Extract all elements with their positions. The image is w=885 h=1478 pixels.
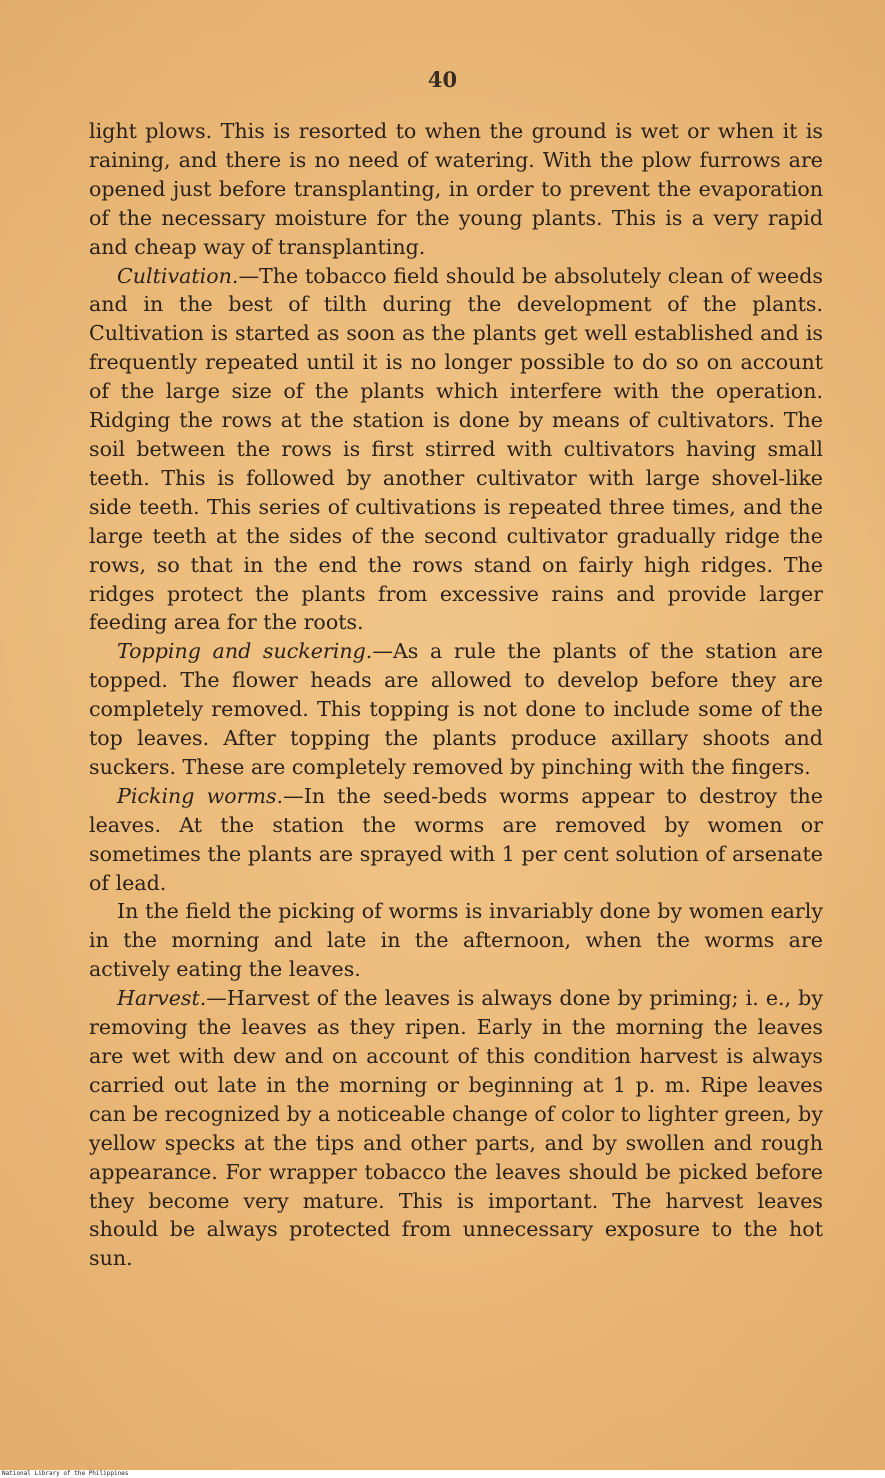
paragraph-text: light plows. This is resorted to when the ground is wet or when it is raining, and there is no need of watering. With the plow furrows are opened just before transplanting, in order to prevent the evaporation of the necessary moisture for the young plants. This is a very rapid and cheap way of transplanting. bbox=[89, 119, 823, 259]
page-number: 40 bbox=[427, 67, 458, 92]
paragraph-cultivation bbox=[89, 262, 823, 638]
paragraph-picking-worms bbox=[89, 782, 823, 898]
library-credit: National Library of the Philippines bbox=[0, 1470, 885, 1478]
paragraph-field-worms bbox=[89, 897, 823, 984]
paragraph-topping bbox=[89, 637, 823, 782]
paragraph-transplanting-end bbox=[89, 117, 823, 262]
section-heading-topping: Topping and suckering. bbox=[117, 639, 373, 664]
section-heading-harvest: Harvest. bbox=[117, 986, 207, 1011]
paragraph-text: —The tobacco field should be absolutely clean of weeds and in the best of tilth during the development of the plants. Cultivation is started as soon as the plants get well established and is frequently repeated until it is no longer possible to do so on account of the large size of the plants which interfere with the operation. Ridging the rows at the station is done by means of cultivators. The soil between the rows is first stirred with cultivators having small teeth. This is followed by another cultivator with large shovel-like side teeth. This series of cultivations is repeated three times, and the large teeth at the sides of the second cultivator gradually ridge the rows, so that in the end the rows stand on fairly high ridges. The ridges protect the plants from excessive rains and provide larger feeding area for the roots. bbox=[89, 263, 823, 635]
section-heading-cultivation: Cultivation. bbox=[117, 263, 239, 288]
paragraph-harvest bbox=[89, 984, 823, 1273]
paragraph-text: —As a rule the plants of the station are topped. The flower heads are allowed to develop before they are completely removed. This topping is not done to include some of the top leaves. After topping the plants produce axillary shoots and suckers. These are completely removed by pinching with the fingers. bbox=[89, 639, 823, 779]
paragraph-text: —Harvest of the leaves is always done by priming; i. e., by removing the leaves as they ripen. Early in the morning the leaves are wet with dew and on account of this condition harvest is always carried out late in the morning or beginning at 1 p. m. Ripe leaves can be recognized by a noticeable change of color to lighter green, by yellow specks at the tips and other parts, and by swollen and rough appearance. For wrapper tobacco the leaves should be picked before they become very mature. This is important. The harvest leaves should be always protected from unnecessary exposure to the hot sun. bbox=[89, 986, 823, 1271]
body-text bbox=[89, 117, 823, 1273]
paragraph-text: In the field the picking of worms is invariably done by women early in the morning and late in the afternoon, when the worms are actively eating the leaves. bbox=[89, 899, 823, 982]
paragraph-text: —In the seed-beds worms appear to destroy the leaves. At the station the worms are removed by women or sometimes the plants are sprayed with 1 per cent solution of arsenate of lead. bbox=[89, 783, 823, 895]
section-heading-picking-worms: Picking worms. bbox=[117, 783, 284, 808]
